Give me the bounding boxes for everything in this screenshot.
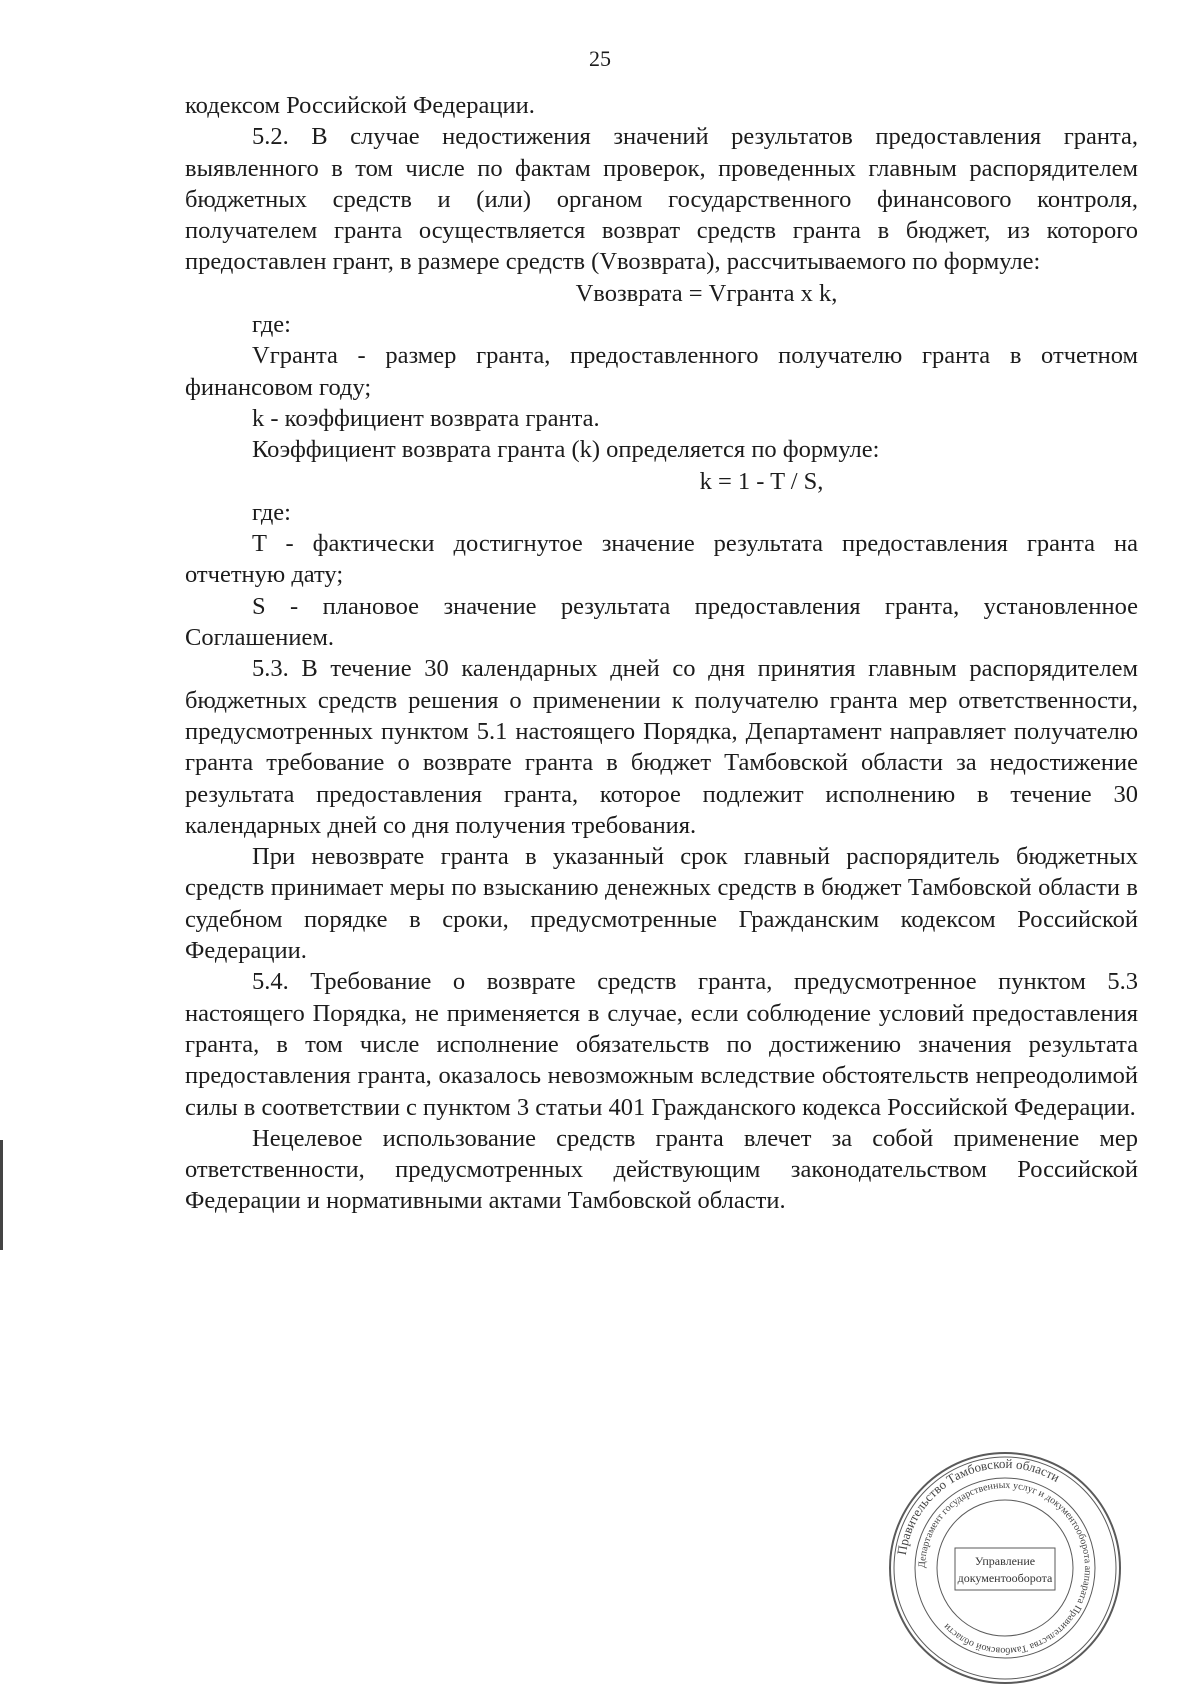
seal-outer-text: Правительство Тамбовской области	[893, 1455, 1063, 1556]
definition-t: T - фактически достигнутое значение результата предоставления гранта на отчетную дату;	[185, 530, 1138, 589]
formula-return-amount: Vвозврата = Vгранта x k,	[575, 279, 838, 307]
paragraph: кодексом Российской Федерации.	[185, 92, 535, 119]
paragraph-5-2: 5.2. В случае недостижения значений результатов предоставления гранта, выявленного в том числе по фактам проверок, проведенных главным распорядителем бюджетных средств и (или) органом государственного финансового контроля, получателем гранта осуществляется возврат средств гранта в бюджет, из которого предоставлен грант, в размере средств (Vвозврата), рассчитываемого по формуле:	[185, 123, 1138, 276]
document-body	[185, 90, 1138, 1217]
where-label: где:	[252, 498, 291, 526]
where-label: где:	[252, 311, 291, 339]
paragraph-5-4: 5.4. Требование о возврате средств гранта, предусмотренное пунктом 5.3 настоящего Порядка, не применяется в случае, если соблюдение условий предоставления гранта, в том числе исполнение обязательств по достижению значения результата предоставления гранта, оказалось невозможным вследствие обстоятельств непреодолимой силы в соответствии с пунктом 3 статьи 401 Гражданского кодекса Российской Федерации.	[185, 968, 1138, 1121]
official-seal	[885, 1448, 1125, 1688]
definition-vgranta: Vгранта - размер гранта, предоставленного получателю гранта в отчетном финансовом году;	[185, 342, 1138, 401]
paragraph-misuse: Нецелевое использование средств гранта влечет за собой применение мер ответственности, предусмотренных действующим законодательством Российской Федерации и нормативными актами Тамбовской области.	[185, 1124, 1138, 1215]
definition-s: S - плановое значение результата предоставления гранта, установленное Соглашением.	[185, 592, 1138, 652]
scan-edge-mark	[0, 1140, 3, 1250]
paragraph-coefficient: Коэффициент возврата гранта (k) определяется по формуле:	[252, 436, 880, 464]
seal-center-line2: документооборота	[957, 1571, 1053, 1585]
seal-inner-text: Департамент государственных услуг и документооборота аппарата Правительства Тамбовской области	[916, 1479, 1094, 1657]
page-number: 25	[589, 46, 611, 71]
formula-coefficient: k = 1 - T / S,	[699, 467, 824, 495]
seal-center-line1: Управление	[974, 1554, 1036, 1568]
definition-k: k - коэффициент возврата гранта.	[252, 404, 600, 432]
paragraph-5-3: 5.3. В течение 30 календарных дней со дня принятия главным распорядителем бюджетных средств решения о применении к получателю гранта мер ответственности, предусмотренных пунктом 5.1 настоящего Порядка, Департамент направляет получателю гранта требование о возврате гранта в бюджет Тамбовской области за недостижение результата предоставления гранта, которое подлежит исполнению в течение 30 календарных дней со дня получения требования.	[185, 655, 1138, 839]
paragraph-non-return: При невозврате гранта в указанный срок главный распорядитель бюджетных средств принимает меры по взысканию денежных средств в бюджет Тамбовской области в судебном порядке в сроки, предусмотренные Гражданским кодексом Российской Федерации.	[185, 843, 1138, 965]
